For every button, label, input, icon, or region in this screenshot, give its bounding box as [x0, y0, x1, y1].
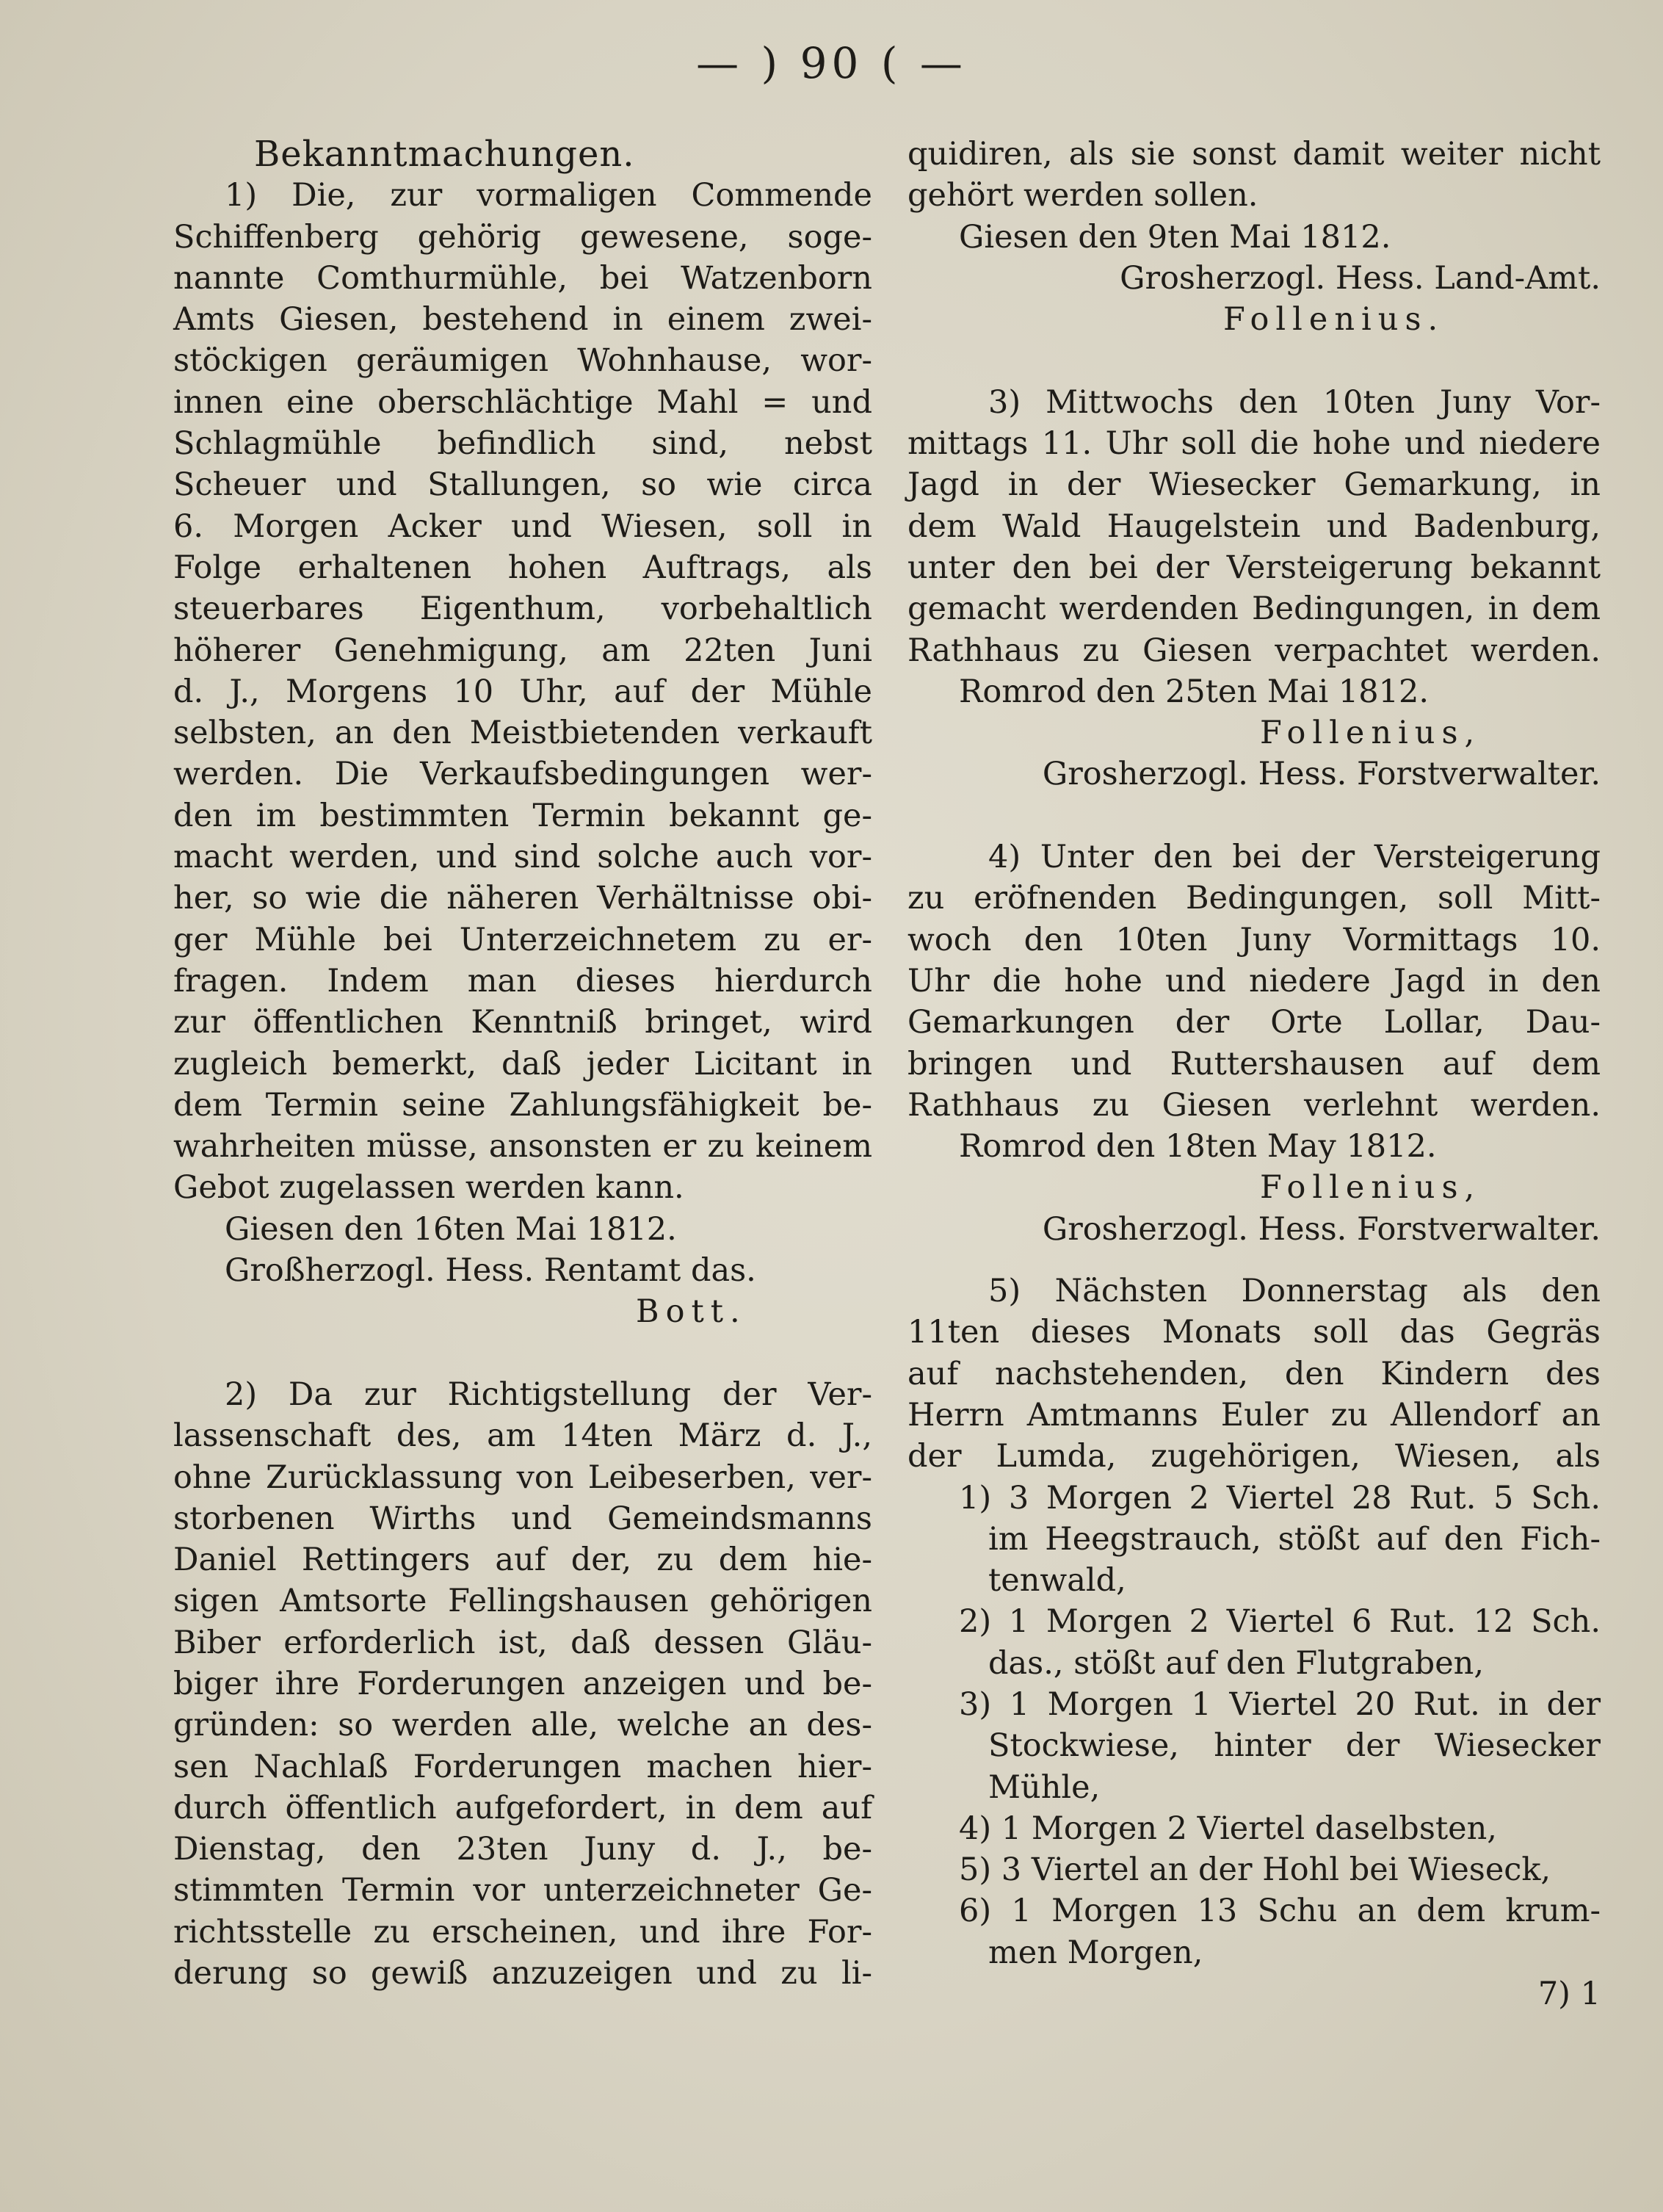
notice-separator: [173, 1333, 872, 1374]
notice-2-line: Daniel Rettingers auf der, zu dem hie-: [173, 1541, 872, 1579]
notice-5-list-item: men Morgen,: [988, 1934, 1203, 1971]
notice-2-line: Dienstag, den 23ten Juny d. J., be-: [173, 1831, 872, 1868]
notice-5-line: 11ten dieses Monats soll das Gegräs: [907, 1314, 1601, 1351]
notice-5-list-item: im Heegstrauch, stößt auf den Fich-: [988, 1520, 1601, 1558]
notice-1-line: selbsten, an den Meistbietenden verkauft: [173, 715, 872, 752]
notice-2-line: sen Nachlaß Forderungen machen hier-: [173, 1748, 872, 1785]
notice-1-line: macht werden, und sind solche auch vor-: [173, 839, 872, 876]
notice-5-list-item: Stockwiese, hinter der Wiesecker: [988, 1727, 1601, 1765]
notice-2-line: Biber erforderlich ist, daß dessen Gläu-: [173, 1624, 872, 1661]
notice-2-line: durch öffentlich aufgefordert, in dem auf: [173, 1789, 872, 1826]
notice-5-line: auf nachstehenden, den Kindern des: [907, 1355, 1601, 1392]
notice-2-line: gründen: so werden alle, welche an des-: [173, 1707, 872, 1744]
notice-1-line: Schlagmühle befindlich sind, nebst: [173, 425, 872, 463]
notice-4-date: Romrod den 18ten May 1812.: [959, 1128, 1437, 1165]
notice-1-date: Giesen den 16ten Mai 1812.: [225, 1210, 677, 1248]
notice-5-line: Herrn Amtmanns Euler zu Allendorf an: [907, 1396, 1601, 1434]
notice-5-list-item: 1) 3 Morgen 2 Viertel 28 Rut. 5 Sch.: [959, 1479, 1601, 1517]
notice-2-line: richtsstelle zu erscheinen, und ihre For-: [173, 1913, 872, 1951]
notice-2-signature: Follenius.: [1223, 301, 1445, 339]
notice-1-line: zugleich bemerkt, daß jeder Licitant in: [173, 1045, 872, 1082]
notice-2-line: lassenschaft des, am 14ten März d. J.,: [173, 1417, 872, 1455]
notice-2-date: Giesen den 9ten Mai 1812.: [959, 218, 1391, 256]
notice-1-line: innen eine oberschlächtige Mahl = und: [173, 383, 872, 421]
notice-1-line: zur öffentlichen Kenntniß bringet, wird: [173, 1004, 872, 1041]
notice-2-line: sigen Amtsorte Fellingshausen gehörigen: [173, 1583, 872, 1620]
notice-1-line: 1) Die, zur vormaligen Commende: [225, 177, 872, 214]
notice-1-line: wahrheiten müsse, ansonsten er zu keinem: [173, 1128, 872, 1165]
notice-2-office: Grosherzogl. Hess. Land-Amt.: [1120, 259, 1601, 297]
notice-separator: [907, 340, 1601, 381]
notice-4-line: bringen und Ruttershausen auf dem: [907, 1045, 1601, 1082]
right-column: [907, 134, 1601, 2014]
notice-3-date: Romrod den 25ten Mai 1812.: [959, 673, 1430, 710]
notice-5-line: der Lumda, zugehörigen, Wiesen, als: [907, 1438, 1601, 1475]
notice-5-list-item: das., stößt auf den Flutgraben,: [988, 1644, 1485, 1682]
notice-3-line: Rathhaus zu Giesen verpachtet werden.: [907, 632, 1601, 669]
notice-4-line: Rathhaus zu Giesen verlehnt werden.: [907, 1086, 1601, 1124]
notice-1-line: d. J., Morgens 10 Uhr, auf der Mühle: [173, 673, 872, 710]
notice-1-office: Großherzogl. Hess. Rentamt das.: [225, 1252, 756, 1290]
notice-5-list-item: tenwald,: [988, 1562, 1126, 1600]
notice-1-line: den im bestimmten Termin bekannt ge-: [173, 797, 872, 834]
notice-4-office: Grosherzogl. Hess. Forstverwalter.: [1042, 1210, 1601, 1248]
notice-3-line: 3) Mittwochs den 10ten Juny Vor-: [988, 383, 1601, 421]
notice-4-line: woch den 10ten Juny Vormittags 10.: [907, 921, 1601, 958]
notice-3-office: Grosherzogl. Hess. Forstverwalter.: [1042, 756, 1601, 793]
notice-1-line: ger Mühle bei Unterzeichnetem zu er-: [173, 921, 872, 958]
notice-1-line: Gebot zugelassen werden kann.: [173, 1169, 684, 1207]
notice-2-continuation-line: quidiren, als sie sonst damit weiter nicht: [907, 136, 1601, 173]
notice-1-line: nannte Comthurmühle, bei Watzenborn: [173, 259, 872, 297]
notice-4-signature: Follenius,: [1260, 1169, 1482, 1207]
notice-5-list-item: Mühle,: [988, 1768, 1101, 1806]
notice-2-line: storbenen Wirths und Gemeindsmanns: [173, 1500, 872, 1537]
section-heading: Bekanntmachungen.: [254, 134, 635, 175]
notice-5-list-item: 3) 1 Morgen 1 Viertel 20 Rut. in der: [959, 1685, 1601, 1723]
notice-1-line: steuerbares Eigenthum, vorbehaltlich: [173, 590, 872, 628]
notice-5-list-item: 6) 1 Morgen 13 Schu an dem krum-: [959, 1893, 1601, 1930]
catchword: 7) 1: [1537, 1976, 1601, 2013]
notice-1-line: her, so wie die näheren Verhältnisse obi-: [173, 880, 872, 917]
notice-5-list-item: 4) 1 Morgen 2 Viertel daselbsten,: [959, 1810, 1497, 1847]
notice-1-line: Folge erhaltenen hohen Auftrags, als: [173, 549, 872, 586]
notice-4-line: Gemarkungen der Orte Lollar, Dau-: [907, 1004, 1601, 1041]
notice-2-continuation-line: gehört werden sollen.: [907, 177, 1258, 214]
notice-3-line: dem Wald Haugelstein und Badenburg,: [907, 507, 1601, 545]
notice-1-line: Amts Giesen, bestehend in einem zwei-: [173, 301, 872, 339]
notice-4-line: Uhr die hohe und niedere Jagd in den: [907, 962, 1601, 1000]
notice-2-line: biger ihre Forderungen anzeigen und be-: [173, 1665, 872, 1702]
notice-separator: [907, 795, 1601, 836]
notice-1-line: stöckigen geräumigen Wohnhause, wor-: [173, 342, 872, 380]
notice-3-line: Jagd in der Wiesecker Gemarkung, in: [907, 466, 1601, 504]
notice-5-list-item: 5) 3 Viertel an der Hohl bei Wieseck,: [959, 1851, 1551, 1889]
notice-1-line: fragen. Indem man dieses hierdurch: [173, 962, 872, 1000]
notice-1-line: Schiffenberg gehörig gewesene, soge-: [173, 218, 872, 256]
notice-2-line: stimmten Termin vor unterzeichneter Ge-: [173, 1872, 872, 1909]
notice-1-signature: Bott.: [636, 1293, 747, 1331]
notice-2-line: derung so gewiß anzuzeigen und zu li-: [173, 1955, 872, 1992]
notice-3-line: unter den bei der Versteigerung bekannt: [907, 549, 1601, 586]
left-column: [173, 134, 872, 1994]
notice-1-line: werden. Die Verkaufsbedingungen wer-: [173, 756, 872, 793]
notice-1-line: Scheuer und Stallungen, so wie circa: [173, 466, 872, 504]
notice-2-line: 2) Da zur Richtigstellung der Ver-: [225, 1376, 872, 1413]
notice-1-line: 6. Morgen Acker und Wiesen, soll in: [173, 507, 872, 545]
notice-4-line: zu eröfnenden Bedingungen, soll Mitt-: [907, 880, 1601, 917]
notice-separator: [907, 1250, 1601, 1271]
notice-1-line: dem Termin seine Zahlungsfähigkeit be-: [173, 1086, 872, 1124]
notice-3-line: mittags 11. Uhr soll die hohe und niedere: [907, 425, 1601, 463]
notice-5-line: 5) Nächsten Donnerstag als den: [988, 1273, 1601, 1310]
notice-2-line: ohne Zurücklassung von Leibeserben, ver-: [173, 1459, 872, 1496]
notice-3-signature: Follenius,: [1260, 715, 1482, 752]
notice-5-list-item: 2) 1 Morgen 2 Viertel 6 Rut. 12 Sch.: [959, 1603, 1601, 1641]
notice-3-line: gemacht werdenden Bedingungen, in dem: [907, 590, 1601, 628]
notice-4-line: 4) Unter den bei der Versteigerung: [988, 839, 1601, 876]
notice-1-line: höherer Genehmigung, am 22ten Juni: [173, 632, 872, 669]
page-number-header: — ) 90 ( —: [696, 38, 967, 88]
